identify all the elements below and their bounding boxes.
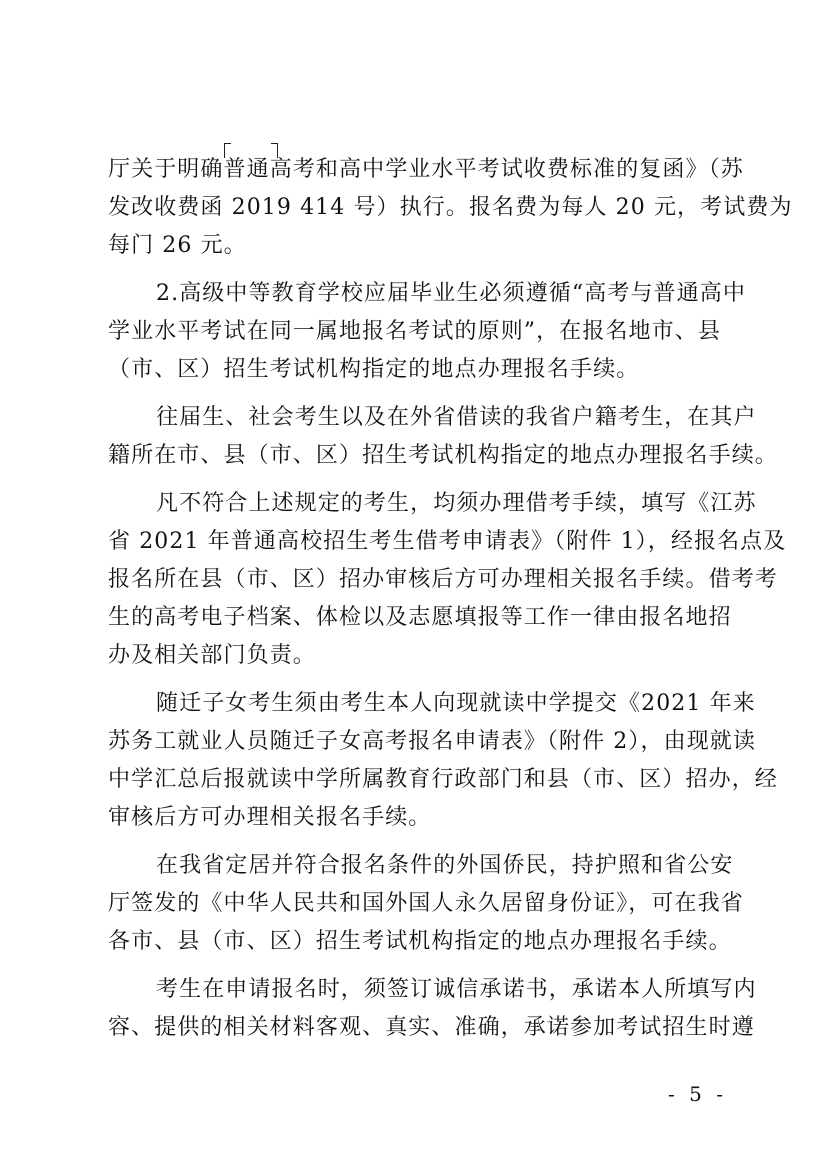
paragraph-4-line-1: 凡不符合上述规定的考生，均须办理借考手续，填写《江苏 — [156, 491, 757, 516]
paragraph-5-line-3: 中学汇总后报就读中学所属教育行政部门和县（市、区）招办，经 — [108, 767, 778, 792]
paragraph-2-line-3: （市、区）招生考试机构指定的地点办理报名手续。 — [108, 357, 640, 382]
paragraph-6-line-3: 各市、县（市、区）招生考试机构指定的地点办理报名手续。 — [108, 929, 732, 954]
text-line-1: 厅关于明确普通高考和高中学业水平考试收费标准的复函》（苏 — [108, 157, 744, 182]
paragraph-6-line-2: 厅签发的《中华人民共和国外国人永久居留身份证》，可在我省 — [108, 891, 744, 916]
paragraph-5-line-2: 苏务工就业人员随迁子女高考报名申请表》（附件 2），由现就读 — [108, 729, 756, 754]
text-line-3: 每门 26 元。 — [108, 233, 247, 258]
paragraph-4-line-4: 生的高考电子档案、体检以及志愿填报等工作一律由报名地招 — [108, 605, 732, 630]
paragraph-2-line-2: 学业水平考试在同一属地报名考试的原则”，在报名地市、县 — [108, 319, 721, 344]
paragraph-3-line-2: 籍所在市、县（市、区）招生考试机构指定的地点办理报名手续。 — [108, 443, 778, 468]
paragraph-7-line-2: 容、提供的相关材料客观、真实、准确，承诺参加考试招生时遵 — [108, 1015, 755, 1040]
paragraph-4-line-3: 报名所在县（市、区）招办审核后方可办理相关报名手续。借考考 — [108, 567, 778, 592]
paragraph-5-line-4: 审核后方可办理相关报名手续。 — [108, 805, 432, 830]
paragraph-3-line-1: 往届生、社会考生以及在外省借读的我省户籍考生，在其户 — [156, 405, 757, 430]
paragraph-6-line-1: 在我省定居并符合报名条件的外国侨民，持护照和省公安 — [156, 853, 734, 878]
paragraph-4-line-5: 办及相关部门负责。 — [108, 643, 316, 668]
page-number: - 5 - — [668, 1082, 727, 1106]
paragraph-5-line-1: 随迁子女考生须由考生本人向现就读中学提交《2021 年来 — [156, 691, 756, 716]
text-line-2: 发改收费函 2019 414 号）执行。报名费为每人 20 元，考试费为 — [108, 195, 793, 220]
paragraph-2-line-1: 2.高级中等教育学校应届毕业生必须遵循“高考与普通高中 — [156, 281, 746, 306]
paragraph-4-line-2: 省 2021 年普通高校招生考生借考申请表》（附件 1），经报名点及 — [108, 529, 787, 554]
paragraph-7-line-1: 考生在申请报名时，须签订诚信承诺书，承诺本人所填写内 — [156, 977, 757, 1002]
